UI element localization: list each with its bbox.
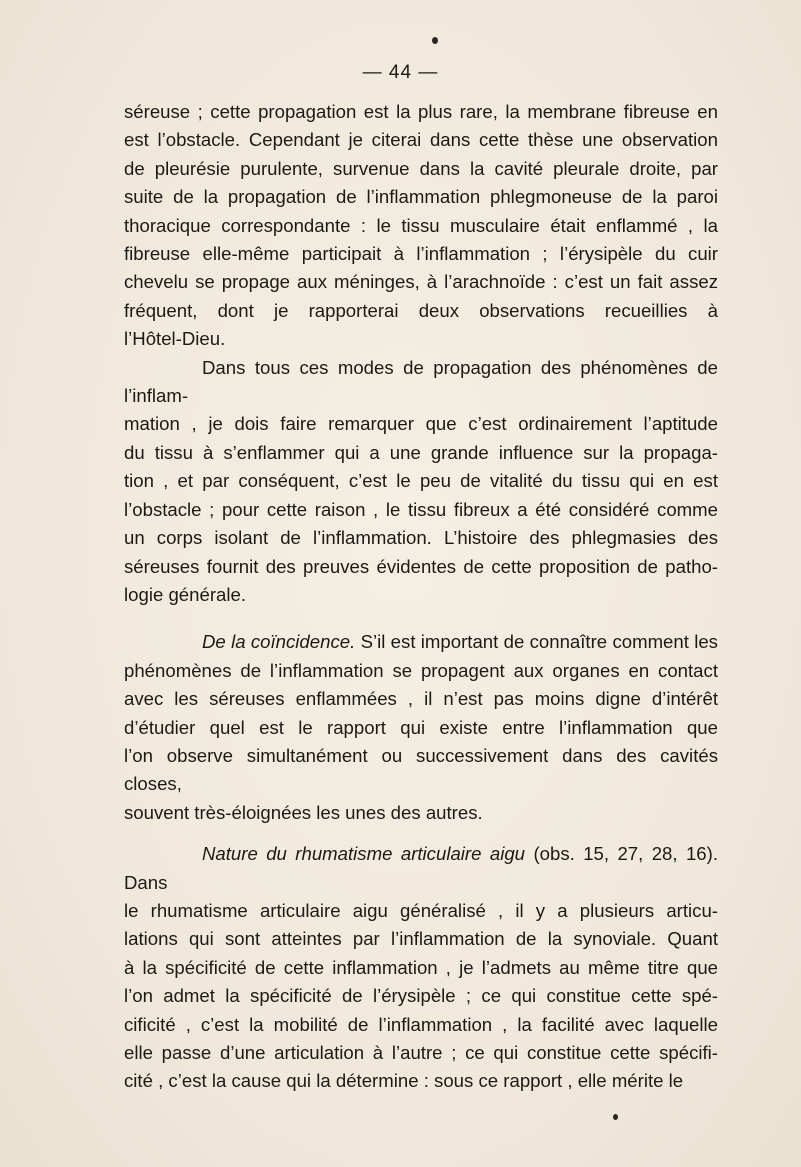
paragraph-1 [124, 98, 718, 354]
text-run: (obs. 15, 27, 28, 16). Dans [124, 843, 719, 893]
text-line: souvent très-éloignées les unes des autres. [124, 801, 483, 823]
text-line: logie générale. [124, 583, 246, 605]
paragraph-3 [124, 628, 718, 827]
paragraph-gap [124, 609, 718, 628]
text-line: un corps isolant de l’inflammation. L’histoire des phlegmasies des [124, 527, 718, 549]
text-line: du tissu à s’enflammer qui a une grande influence sur la propaga- [124, 441, 718, 463]
text-line: lations qui sont atteintes par l’inflammation de la synoviale. Quant [124, 928, 718, 950]
text-line: à la spécificité de cette inflammation , je l’admets au même titre que [124, 956, 718, 978]
text-line: séreuses fournit des preuves évidentes de cette proposition de patho- [124, 555, 718, 577]
text-line: phénomènes de l’inflammation se propagent aux organes en contact [124, 659, 718, 681]
text-line: avec les séreuses enflammées , il n’est pas moins digne d’intérêt [124, 688, 718, 710]
text-line: l’obstacle ; pour cette raison , le tissu fibreux a été considéré comme [124, 498, 718, 520]
text-line: elle passe d’une articulation à l’autre ; ce qui constitue cette spécifi- [124, 1042, 718, 1063]
ink-speck [432, 37, 438, 44]
text-line: fibreuse elle-même participait à l’inflammation ; l’érysipèle du cuir [124, 243, 718, 265]
paragraph-4 [124, 840, 718, 1096]
text-line: mation , je dois faire remarquer que c’est ordinairement l’aptitude [124, 413, 718, 435]
text-line: chevelu se propage aux méninges, à l’arachnoïde : c’est un fait assez [124, 271, 718, 293]
text-line: suite de la propagation de l’inflammation phlegmoneuse de la paroi [124, 186, 718, 208]
text-line: séreuse ; cette propagation est la plus rare, la membrane fibreuse en [124, 101, 718, 122]
section-lead-in: Nature du rhumatisme articulaire aigu [202, 843, 526, 865]
text-line [124, 628, 718, 656]
text-line: le rhumatisme articulaire aigu généralisé , il y a plusieurs articu- [124, 899, 718, 921]
text-line: cité , c’est la cause qui la détermine : sous ce rapport , elle mérite le [124, 1070, 684, 1092]
paragraph-gap [124, 827, 718, 840]
paragraph-2 [124, 354, 718, 610]
text-line [124, 840, 718, 897]
text-line: Dans tous ces modes de propagation des phénomènes de l’inflam- [124, 356, 718, 407]
section-lead-in: De la coïncidence. [202, 631, 356, 653]
text-line: est l’obstacle. Cependant je citerai dans cette thèse une observation [124, 129, 718, 151]
text-line: l’on admet la spécificité de l’érysipèle ; ce qui constitue cette spé- [124, 985, 718, 1007]
text-line: d’étudier quel est le rapport qui existe entre l’inflammation que [124, 716, 718, 738]
text-line: tion , et par conséquent, c’est le peu de vitalité du tissu qui en est [124, 470, 718, 492]
text-line: fréquent, dont je rapporterai deux observations recueillies à [124, 299, 718, 321]
body-text [124, 98, 718, 1096]
text-line: cificité , c’est la mobilité de l’inflammation , la facilité avec laquelle [124, 1013, 718, 1035]
text-line: l’on observe simultanément ou successivement dans des cavités closes, [124, 744, 718, 795]
text-line: de pleurésie purulente, survenue dans la cavité pleurale droite, par [124, 157, 718, 179]
ink-speck [613, 1114, 618, 1120]
page-number: — 44 — [362, 62, 439, 83]
text-line: l’Hôtel-Dieu. [124, 328, 226, 350]
text-line: thoracique correspondante : le tissu musculaire était enflammé , la [124, 214, 718, 236]
text-run: S’il est important de connaître comment les [355, 631, 718, 653]
